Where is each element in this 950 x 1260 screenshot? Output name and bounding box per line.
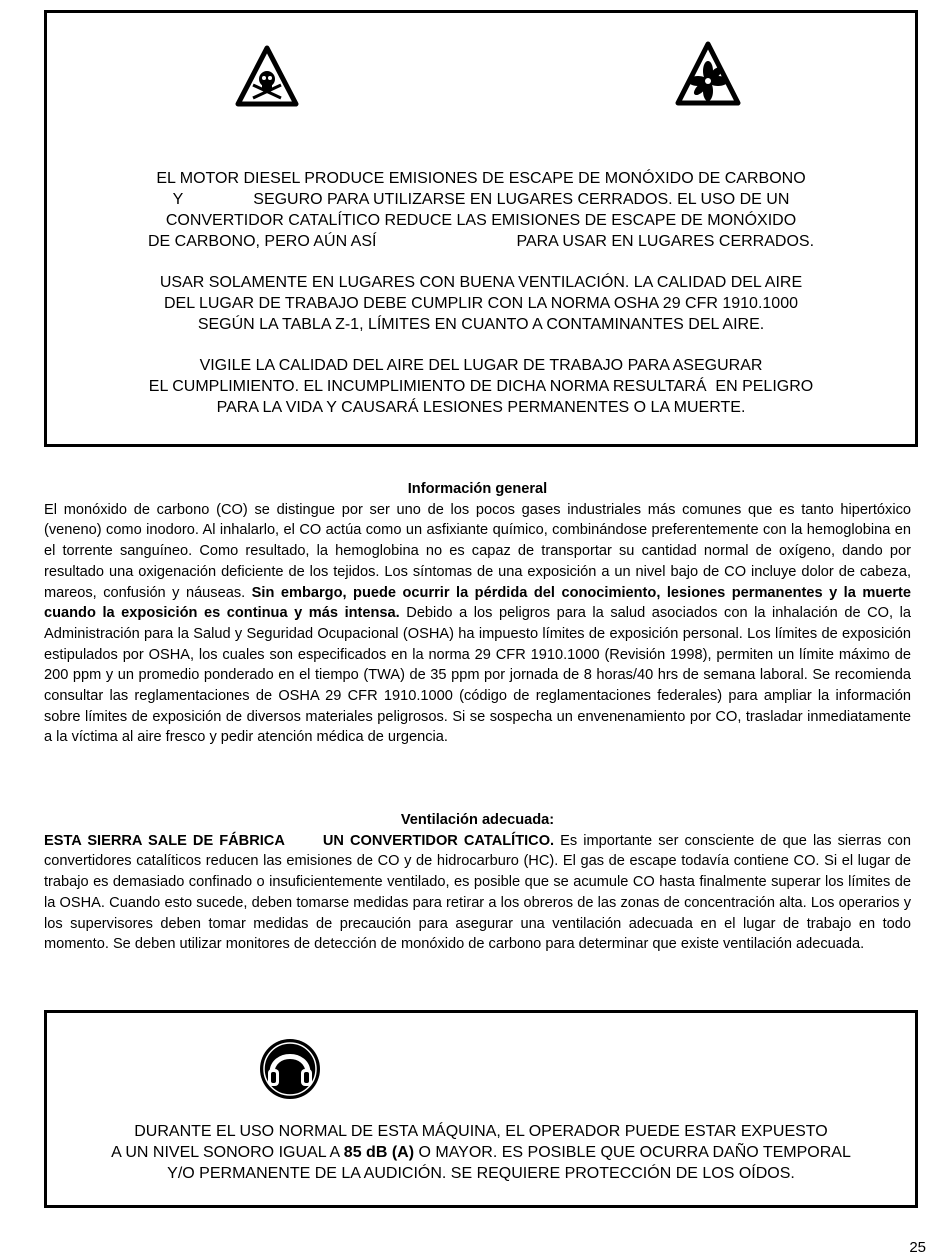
- warning-line: SEGÚN LA TABLA Z-1, LÍMITES EN CUANTO A CONTAMINANTES DEL AIRE.: [197, 316, 765, 333]
- warning-line: Y/O PERMANENTE DE LA AUDICIÓN. SE REQUIERE PROTECCIÓN DE LOS OÍDOS.: [167, 1165, 795, 1182]
- poison-skull-warning-icon: [235, 45, 299, 107]
- general-info-section: [44, 479, 911, 748]
- co-warning-paragraph-3: [47, 355, 915, 418]
- warning-fragment: A UN NIVEL SONORO IGUAL A: [111, 1144, 344, 1161]
- warning-fragment: Y: [172, 191, 184, 208]
- co-warning-paragraph-1: [47, 168, 915, 252]
- general-info-heading: Información general: [407, 481, 548, 497]
- co-warning-box: [44, 10, 918, 447]
- warning-line: DURANTE EL USO NORMAL DE ESTA MÁQUINA, EL OPERADOR PUEDE ESTAR EXPUESTO: [134, 1123, 828, 1140]
- warning-line: [47, 189, 915, 210]
- warning-line: USAR SOLAMENTE EN LUGARES CON BUENA VENTILACIÓN. LA CALIDAD DEL AIRE: [159, 274, 803, 291]
- warning-fragment: PARA USAR EN LUGARES CERRADOS.: [516, 233, 815, 250]
- hearing-protection-icon: [258, 1037, 322, 1101]
- noise-warning-text: [47, 1121, 915, 1184]
- warning-line: [47, 231, 915, 252]
- ventilation-text: Es importante ser consciente de que las sierras con convertidores catalíticos reducen las emisiones de CO y de hidrocarburo (HC). El gas de escape todavía contiene CO. Si el lugar de trabajo es demasiado confinado o insuficientemente ventilado, es posible que se acumule CO hasta finalmente superar los límites de la OSHA. Cuando esto sucede, deben tomarse medidas para retirar a los obreros de las zonas de concentración alta. Los operarios y los supervisores deben tomar medidas de precaución para asegurar una ventilación adecuada en el lugar de trabajo en todo momento. Se deben utilizar monitores de detección de monóxido de carbono para determinar que existe ventilación adecuada.: [44, 832, 911, 953]
- warning-line: DEL LUGAR DE TRABAJO DEBE CUMPLIR CON LA NORMA OSHA 29 CFR 1910.1000: [164, 295, 798, 312]
- warning-line: VIGILE LA CALIDAD DEL AIRE DEL LUGAR DE TRABAJO PARA ASEGURAR: [199, 357, 763, 374]
- noise-warning-box: [44, 1010, 918, 1208]
- ventilation-bold-text: UN CONVERTIDOR CATALÍTICO.: [322, 832, 555, 849]
- ventilation-fan-warning-icon: [675, 41, 741, 107]
- ventilation-heading: Ventilación adecuada:: [400, 812, 555, 828]
- general-info-bold-text: Sin embargo, puede ocurrir la pérdida del conocimiento, lesiones permanentes y la muerte cuando la exposición es continua y más intensa.: [44, 584, 912, 622]
- co-warning-paragraph-2: [47, 272, 915, 335]
- warning-line: CONVERTIDOR CATALÍTICO REDUCE LAS EMISIONES DE ESCAPE DE MONÓXIDO: [165, 212, 797, 229]
- page-number: 25: [909, 1239, 926, 1256]
- warning-line: EL MOTOR DIESEL PRODUCE EMISIONES DE ESCAPE DE MONÓXIDO DE CARBONO: [156, 170, 806, 187]
- ventilation-section: [44, 810, 911, 955]
- warning-line: EL CUMPLIMIENTO. EL INCUMPLIMIENTO DE DICHA NORMA RESULTARÁ EN PELIGRO: [148, 378, 814, 395]
- warning-fragment: O MAYOR. ES POSIBLE QUE OCURRA DAÑO TEMPORAL: [414, 1144, 851, 1161]
- ventilation-paragraph: [44, 831, 911, 955]
- warning-line: PARA LA VIDA Y CAUSARÁ LESIONES PERMANENTES O LA MUERTE.: [216, 399, 746, 416]
- general-info-paragraph: [44, 500, 911, 748]
- co-warning-text: [47, 168, 915, 438]
- noise-level-value: 85 dB (A): [343, 1144, 415, 1161]
- ventilation-bold-text: ESTA SIERRA SALE DE FÁBRICA: [44, 832, 285, 849]
- warning-line: [47, 1142, 915, 1163]
- general-info-text: El monóxido de carbono (CO) se distingue por ser uno de los pocos gases industriales más comunes que es tanto hipertóxico (veneno) como inodoro. Al inhalarlo, el CO actúa como un asfixiante químico, combinándose preferentemente con la hemoglobina en el torrente sanguíneo. Como resultado, la hemoglobina no es capaz de transportar su cantidad normal de oxígeno, dando por resultado una oxigenación deficiente de los tejidos. Los síntomas de una exposición a un nivel bajo de CO incluye dolor de cabeza, mareos, confusión y náuseas.: [44, 501, 911, 601]
- warning-fragment: DE CARBONO, PERO AÚN ASÍ: [147, 233, 377, 250]
- general-info-text: Debido a los peligros para la salud asociados con la inhalación de CO, la Administración para la Salud y Seguridad Ocupacional (OSHA) ha impuesto límites de exposición personal. Los límites de exposición estipulados por OSHA, los cuales son especificados en la norma 29 CFR 1910.1000 (Revisión 1998), permiten un límite máximo de 200 ppm y un promedio ponderado en el tiempo (TWA) de 35 ppm por jornada de 8 horas/40 hrs de semana laboral. Se recomienda consultar las reglamentaciones de OSHA 29 CFR 1910.1000 (código de reglamentaciones federales) para ampliar la información sobre límites de exposición de diversos materiales peligrosos. Si se sospecha un envenenamiento por CO, trasladar inmediatamente a la víctima al aire fresco y pedir atención médica de urgencia.: [44, 605, 911, 746]
- warning-fragment: SEGURO PARA UTILIZARSE EN LUGARES CERRADOS. EL USO DE UN: [253, 191, 790, 208]
